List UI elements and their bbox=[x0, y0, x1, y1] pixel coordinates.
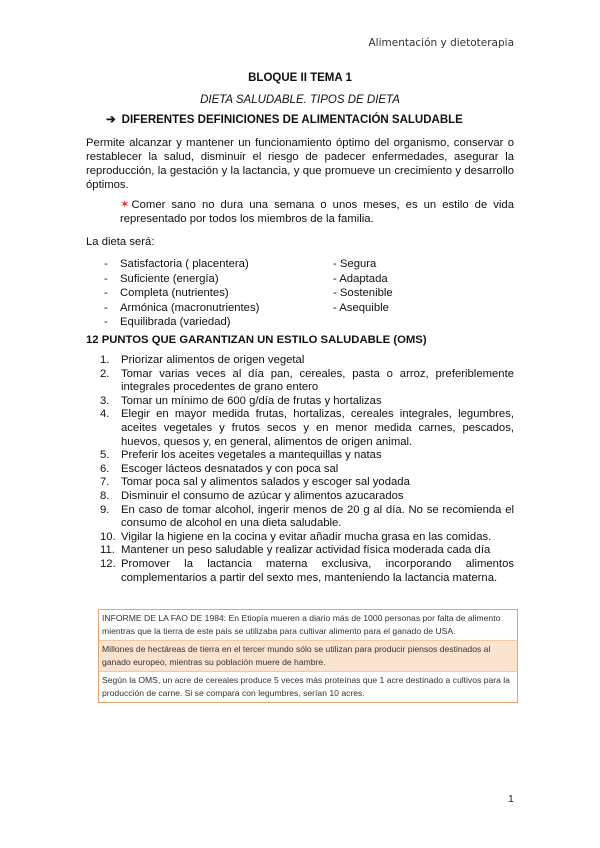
list-item bbox=[100, 354, 514, 368]
bullet-dash: - bbox=[104, 258, 108, 270]
item-text: Escoger lácteos desnatados y con poca sal bbox=[121, 462, 339, 475]
page-number: 1 bbox=[508, 793, 514, 805]
arrow-icon: ➔ bbox=[106, 114, 116, 126]
item-number: 4. bbox=[100, 408, 110, 421]
bullet-dash: - bbox=[104, 301, 108, 314]
diet-intro: La dieta será: bbox=[86, 236, 155, 248]
item-text: Promover la lactancia materna exclusiva, incorporando alimentos complementarios a partir del sexto mes, manteniendo la lactancia materna. bbox=[121, 557, 514, 584]
list-item bbox=[100, 408, 514, 449]
diet-quality-right: - Sostenible bbox=[333, 287, 393, 299]
item-text: Disminuir el consumo de azúcar y alimentos azucarados bbox=[121, 489, 404, 502]
item-number: 12. bbox=[100, 557, 116, 570]
item-text: Tomar un mínimo de 600 g/día de frutas y hortalizas bbox=[121, 394, 382, 407]
page-title: BLOQUE II TEMA 1 bbox=[248, 72, 352, 84]
item-number: 1. bbox=[100, 354, 110, 366]
item-text: Tomar poca sal y alimentos salados y escoger sal yodada bbox=[121, 476, 410, 489]
diet-row bbox=[104, 258, 434, 273]
item-text: Priorizar alimentos de origen vegetal bbox=[121, 354, 305, 366]
diet-quality-left: Equilibrada (variedad) bbox=[120, 316, 231, 328]
oms-heading: 12 PUNTOS QUE GARANTIZAN UN ESTILO SALUDABLE (OMS) bbox=[86, 334, 427, 346]
diet-row bbox=[104, 302, 434, 317]
item-number: 7. bbox=[100, 476, 110, 489]
list-item bbox=[100, 544, 514, 558]
item-number: 5. bbox=[100, 449, 110, 462]
section-heading bbox=[106, 112, 463, 126]
intro-paragraph: Permite alcanzar y mantener un funcionamiento óptimo del organismo, conservar o restablecer la salud, disminuir el riesgo de padecer enfermedades, asegurar la reproducción, la gestación y la lactancia, y que promueve un crecimiento y desarrollo óptimos. bbox=[86, 137, 514, 191]
list-item bbox=[100, 463, 514, 477]
item-number: 8. bbox=[100, 489, 110, 502]
diet-quality-left: Armónica (macronutrientes) bbox=[120, 301, 260, 314]
diet-quality-left: Suficiente (energía) bbox=[120, 272, 219, 285]
diet-quality-right: - Adaptada bbox=[333, 272, 388, 285]
list-item bbox=[100, 476, 514, 490]
item-text: Mantener un peso saludable y realizar actividad física moderada cada día bbox=[121, 544, 491, 557]
item-number: 6. bbox=[100, 462, 110, 475]
list-item bbox=[100, 395, 514, 409]
item-text: En caso de tomar alcohol, ingerir menos de 20 g al día. No se recomienda el consumo de alcohol en una dieta saludable. bbox=[121, 503, 514, 530]
fao-report-note: INFORME DE LA FAO DE 1984: En Etiopía mueren a diario más de 1000 personas por falta de alimento mientras que la tierra de este país se utilizaba para cultivar alimento para el ganado de USA. bbox=[99, 610, 517, 641]
item-text: Elegir en mayor medida frutas, hortalizas, cereales integrales, legumbres, aceites vegetales y frutos secos y en menor medida carnes, pescados, huevos, quesos y, en general, alimentos de origen animal. bbox=[121, 408, 514, 448]
diet-quality-right: - Asequible bbox=[333, 301, 389, 314]
diet-quality-left: Completa (nutrientes) bbox=[120, 287, 229, 299]
item-number: 3. bbox=[100, 394, 110, 407]
list-item bbox=[100, 368, 514, 395]
info-box bbox=[98, 609, 518, 703]
diet-row bbox=[104, 287, 434, 302]
list-item bbox=[100, 449, 514, 463]
item-number: 2. bbox=[100, 367, 110, 380]
running-header: Alimentación y dietoterapia bbox=[368, 37, 514, 49]
oms-list bbox=[100, 354, 514, 585]
list-item bbox=[100, 558, 514, 585]
item-number: 9. bbox=[100, 503, 110, 516]
list-item bbox=[100, 490, 514, 504]
oms-acre-note: Según la OMS, un acre de cereales produce 5 veces más proteínas que 1 acre destinado a cultivos para la producción de carne. Si se compara con legumbres, serían 10 acres. bbox=[99, 672, 517, 702]
diet-row bbox=[104, 273, 434, 288]
item-number: 10. bbox=[100, 530, 116, 543]
diet-quality-left: Satisfactoria ( placentera) bbox=[120, 258, 249, 270]
bullet-dash: - bbox=[104, 287, 108, 299]
list-item bbox=[100, 531, 514, 545]
diet-row bbox=[104, 316, 434, 331]
diet-list bbox=[104, 258, 434, 331]
item-text: Vigilar la higiene en la cocina y evitar añadir mucha grasa en las comidas. bbox=[121, 530, 492, 543]
star-icon: ✶ bbox=[120, 199, 130, 211]
item-text: Tomar varias veces al día pan, cereales, pasta o arroz, preferiblemente integrales procedentes de grano entero bbox=[121, 367, 514, 394]
quote-text: Comer sano no dura una semana o unos meses, es un estilo de vida representado por todos los miembros de la familia. bbox=[120, 199, 514, 225]
item-text: Preferir los aceites vegetales a mantequillas y natas bbox=[121, 449, 382, 462]
diet-quality-right: - Segura bbox=[333, 258, 377, 270]
item-number: 11. bbox=[100, 544, 115, 557]
bullet-dash: - bbox=[104, 316, 108, 328]
list-item bbox=[100, 504, 514, 531]
quote-paragraph bbox=[120, 198, 514, 226]
page-subtitle: DIETA SALUDABLE. TIPOS DE DIETA bbox=[200, 94, 400, 106]
bullet-dash: - bbox=[104, 272, 108, 285]
section-heading-text: DIFERENTES DEFINICIONES DE ALIMENTACIÓN SALUDABLE bbox=[121, 114, 463, 126]
hectares-note: Millones de hectáreas de tierra en el tercer mundo sólo se utilizan para producir piensos destinados al ganado europeo, mientras su población muere de hambre. bbox=[99, 641, 517, 672]
